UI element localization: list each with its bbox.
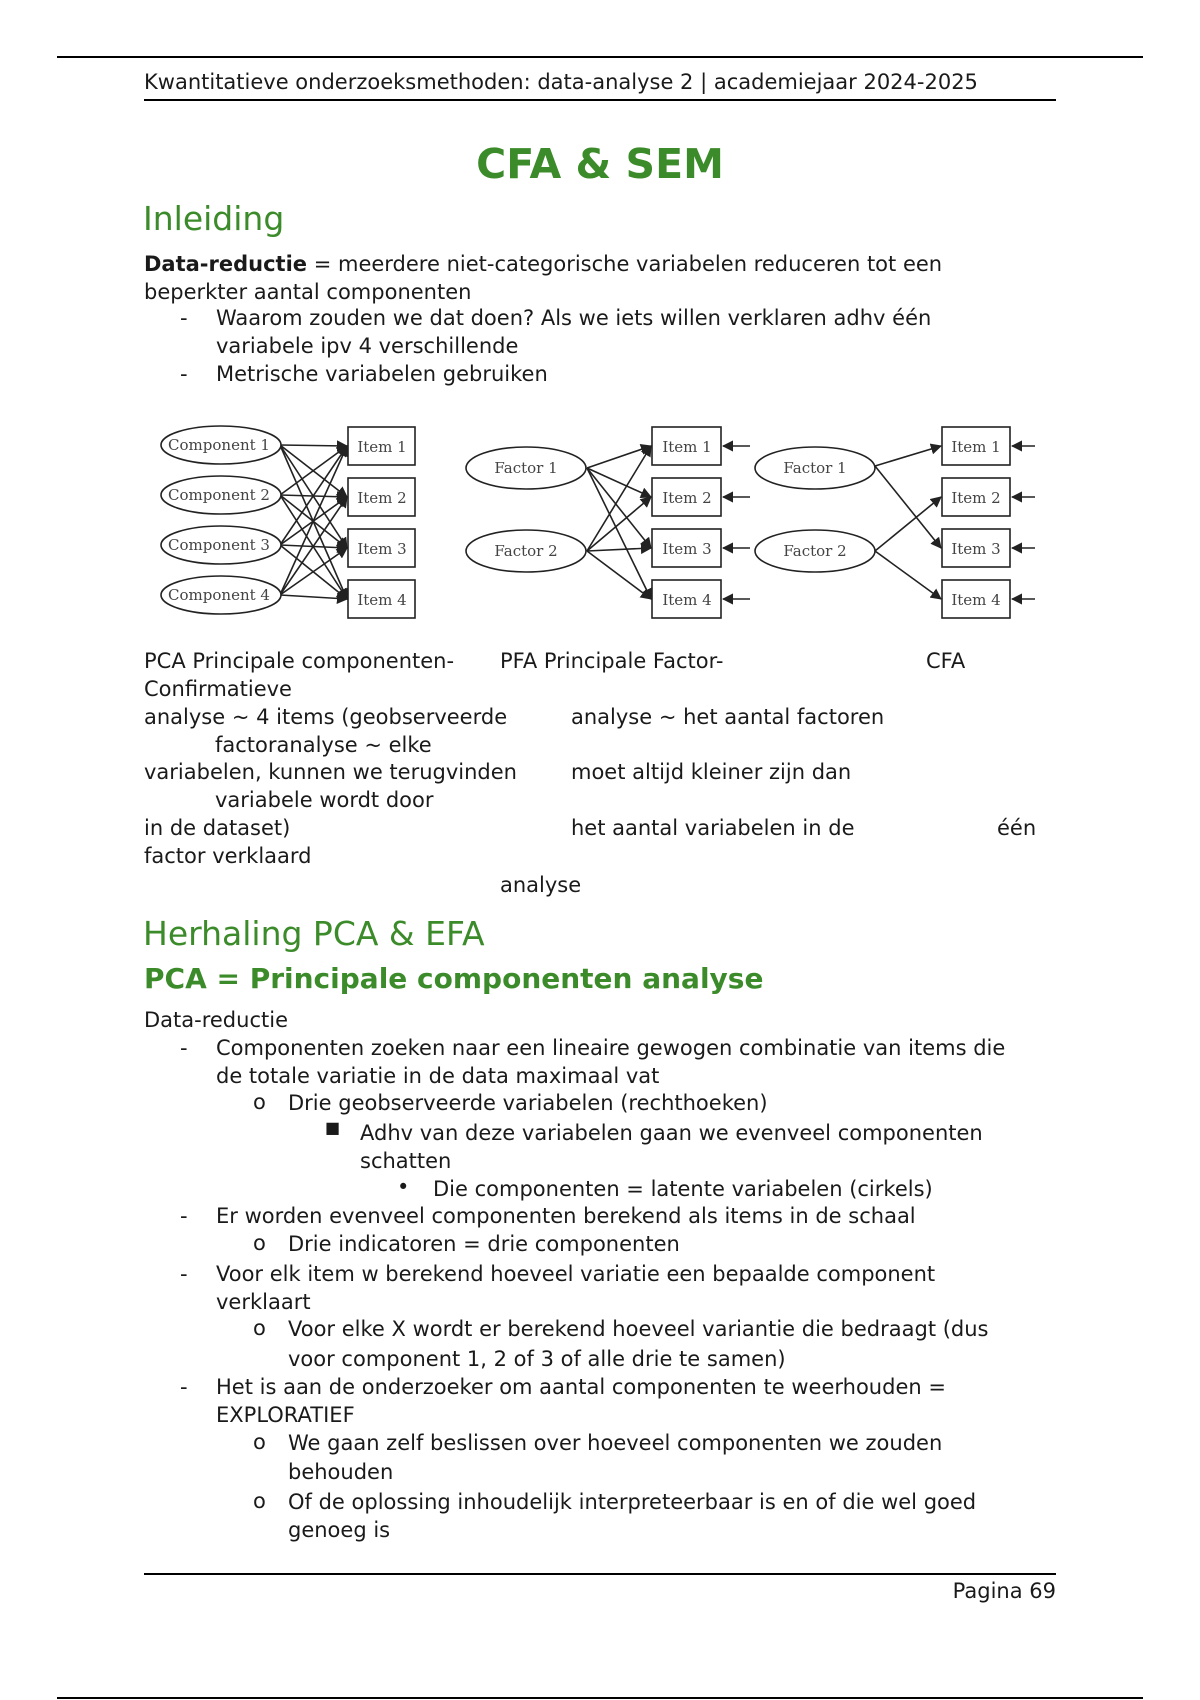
dash-bullet: - [180, 1375, 188, 1399]
factor-label: Factor 1 [783, 459, 847, 477]
item-label: Item 2 [662, 489, 712, 507]
caption-text: PFA Principale Factor- [500, 649, 724, 673]
item-label: Item 3 [951, 540, 1001, 558]
intro-text: Data-reductie [144, 1008, 288, 1032]
list-item-continuation: behouden [288, 1460, 394, 1484]
item-label: Item 4 [662, 591, 712, 609]
pfa-paths [587, 446, 750, 599]
item-label: Item 1 [951, 438, 1001, 456]
model-diagram [0, 0, 1200, 640]
item-label: Item 1 [662, 438, 712, 456]
dash-bullet: - [180, 306, 188, 330]
component-label: Component 2 [168, 486, 270, 504]
item-label: Item 2 [357, 489, 407, 507]
list-item: Drie indicatoren = drie componenten [288, 1232, 680, 1256]
item-label: Item 1 [357, 438, 407, 456]
list-item: Waarom zouden we dat doen? Als we iets willen verklaren adhv één [216, 306, 932, 330]
pca-paths [280, 445, 347, 599]
item-label: Item 4 [357, 591, 407, 609]
component-label: Component 3 [168, 536, 270, 554]
list-item: Adhv van deze variabelen gaan we evenveel componenten [360, 1121, 983, 1145]
caption-text: variabele wordt door [215, 788, 434, 812]
square-bullet: ■ [325, 1118, 341, 1137]
caption-text: analyse ~ het aantal factoren [571, 705, 885, 729]
definition-text: = meerdere niet-categorische variabelen reduceren tot een [307, 252, 943, 276]
circle-bullet: o [253, 1090, 266, 1114]
subsection-heading-pca: PCA = Principale componenten analyse [144, 962, 764, 995]
factor-label: Factor 1 [494, 459, 558, 477]
caption-text: PCA Principale componenten- [144, 649, 455, 673]
list-item-continuation: voor component 1, 2 of 3 of alle drie te samen) [288, 1347, 786, 1371]
section-heading-herhaling: Herhaling PCA & EFA [143, 914, 485, 953]
item-label: Item 2 [951, 489, 1001, 507]
dot-bullet: • [397, 1175, 410, 1199]
factor-label: Factor 2 [494, 542, 558, 560]
list-item-continuation: verklaart [216, 1290, 311, 1314]
section-heading-inleiding: Inleiding [143, 199, 285, 238]
caption-text: analyse ~ 4 items (geobserveerde [144, 705, 508, 729]
caption-text: moet altijd kleiner zijn dan [571, 760, 852, 784]
bottom-rule [57, 1697, 1143, 1699]
caption-text: één [997, 816, 1037, 840]
dash-bullet: - [180, 1204, 188, 1228]
circle-bullet: o [253, 1316, 266, 1340]
list-item: Of de oplossing inhoudelijk interpreteerbaar is en of die wel goed [288, 1490, 977, 1514]
dash-bullet: - [180, 1036, 188, 1060]
list-item-continuation: schatten [360, 1149, 452, 1173]
circle-bullet: o [253, 1430, 266, 1454]
dash-bullet: - [180, 1262, 188, 1286]
list-item: Het is aan de onderzoeker om aantal componenten te weerhouden = [216, 1375, 946, 1399]
component-label: Component 4 [168, 586, 270, 604]
list-item-continuation: genoeg is [288, 1518, 391, 1542]
list-item-continuation: variabele ipv 4 verschillende [216, 334, 519, 358]
page-title: CFA & SEM [476, 140, 724, 188]
item-label: Item 4 [951, 591, 1001, 609]
caption-text: CFA [926, 649, 966, 673]
list-item-continuation: de totale variatie in de data maximaal vat [216, 1064, 660, 1088]
list-item: Voor elk item w berekend hoeveel variatie een bepaalde component [216, 1262, 936, 1286]
cfa-paths [875, 446, 1035, 599]
dash-bullet: - [180, 362, 188, 386]
list-item: Metrische variabelen gebruiken [216, 362, 548, 386]
list-item: Die componenten = latente variabelen (cirkels) [433, 1177, 933, 1201]
caption-text: factoranalyse ~ elke [215, 733, 432, 757]
caption-text: variabelen, kunnen we terugvinden [144, 760, 517, 784]
list-item: Voor elke X wordt er berekend hoeveel variantie die bedraagt (dus [288, 1317, 989, 1341]
factor-label: Factor 2 [783, 542, 847, 560]
caption-text: factor verklaard [144, 844, 312, 868]
circle-bullet: o [253, 1231, 266, 1255]
footer-rule [144, 1573, 1056, 1575]
list-item: Drie geobserveerde variabelen (rechthoeken) [288, 1091, 768, 1115]
page-number: Pagina 69 [952, 1579, 1056, 1603]
list-item: We gaan zelf beslissen over hoeveel componenten we zouden [288, 1431, 943, 1455]
definition-term: Data-reductie [144, 252, 308, 276]
component-label: Component 1 [168, 436, 270, 454]
running-title: Kwantitatieve onderzoeksmethoden: data-analyse 2 | academiejaar 2024-2025 [144, 70, 978, 94]
definition-continuation: beperkter aantal componenten [144, 280, 472, 304]
item-label: Item 3 [357, 540, 407, 558]
list-item: Componenten zoeken naar een lineaire gewogen combinatie van items die [216, 1036, 1006, 1060]
circle-bullet: o [253, 1489, 266, 1513]
caption-text: Confirmatieve [144, 677, 292, 701]
caption-text: het aantal variabelen in de [571, 816, 855, 840]
caption-text: analyse [500, 873, 582, 897]
list-item-continuation: EXPLORATIEF [216, 1403, 355, 1427]
caption-text: in de dataset) [144, 816, 291, 840]
item-label: Item 3 [662, 540, 712, 558]
list-item: Er worden evenveel componenten berekend als items in de schaal [216, 1204, 916, 1228]
